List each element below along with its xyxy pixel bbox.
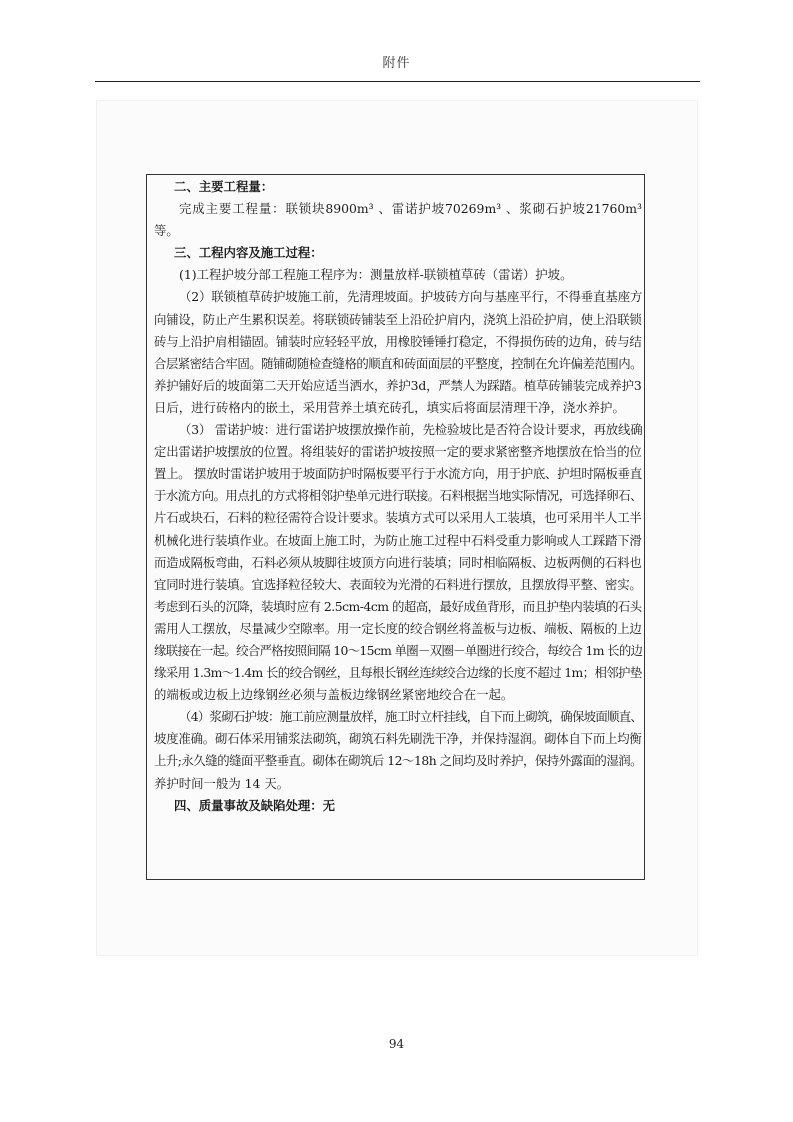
text-line: 片石或块石，石料的粒径需符合设计要求。装填方式可以采用人工装填，也可采用半人工半 [154,510,642,526]
text-line: 养护铺好后的坡面第二天开始应适当洒水，养护3d，严禁人为踩踏。植草砖铺装完成养护3 [154,377,642,393]
section-3-heading: 三、工程内容及施工过程： [174,245,323,261]
item-3-paragraph [154,419,642,706]
document-body [154,176,642,817]
text-line: 日后，进行砖格内的嵌土，采用营养土填充砖孔，填实后将面层清理干净，浇水养护。 [154,399,625,415]
text-line: 向铺设，防止产生累积误差。将联锁砖铺装至上沿砼护肩内，浇筑上沿砼护肩，使上沿联锁 [154,311,642,327]
text-line: 坡度准确。砌石体采用铺浆法砌筑，砌筑石料先刷洗干净，并保持湿润。砌体自下而上均衡 [154,731,642,747]
text-line: 宜同时进行装填。宜选择粒径较大、表面较为光滑的石料进行摆放，且摆放得平整、密实。 [154,576,642,592]
header-divider [95,81,700,82]
item-2-paragraph [154,286,642,419]
text-line: 需用人工摆放，尽量减少空隙率。用一定长度的绞合钢丝将盖板与边板、端板、隔板的上边 [154,620,642,636]
text-line: （2）联锁植草砖护坡施工前，先清理坡面。护坡砖方向与基座平行，不得垂直基座方 [179,289,643,305]
text-line: 而造成隔板弯曲，石料必须从坡脚往坡顶方向进行装填；同时相临隔板、边板两侧的石料也 [154,554,642,570]
section-2-heading: 二、主要工程量： [174,179,274,194]
section-4-heading: 四、质量事故及缺陷处理：无 [174,797,336,813]
text-line: （3） 雷诺护坡：进行雷诺护坡摆放操作前，先检验坡比是否符合设计要求，再放线确 [179,422,643,438]
text-line: 的端板或边板上边缘钢丝必须与盖板边缘钢丝紧密地绞合在一起。 [154,687,514,703]
page-header-title: 附件 [382,56,411,71]
page-number: 94 [388,1037,405,1051]
text-line: 缘联接在一起。绞合严格按照间隔 10～15cm 单圈－双圈－单圈进行绞合，每绞合 1m 长的边 [154,642,643,658]
text-line: 置上。 摆放时雷诺护坡用于坡面防护时隔板要平行于水流方向，用于护底、护坦时隔板垂直 [154,466,642,482]
text-line: 缘采用 1.3m～1.4m 长的绞合钢丝，且每根长钢丝连续绞合边缘的长度不超过 1m；相邻护垫 [154,665,642,681]
text-line: 合层紧密结合牢固。随铺砌随检查缝格的顺直和砖面面层的平整度，控制在允许偏差范围内。 [154,355,643,371]
text-line: 上升;永久缝的缝面平整垂直。砌体在砌筑后 12～18h 之间均及时养护，保持外露面的湿润。 [154,753,643,769]
text-line: 砖与上沿护肩相锚固。铺装时应轻轻平放，用橡胶锤锤打稳定，不得损伤砖的边角，砖与结 [154,333,642,349]
item-1-paragraph: (1)工程护坡分部工程施工程序为：测量放样-联锁植草砖（雷诺）护坡。 [179,267,573,283]
text-line: 定出雷诺护坡摆放的位置。将组装好的雷诺护坡按照一定的要求紧密整齐地摆放在恰当的位 [154,444,642,460]
text-line: （4）浆砌石护坡：施工前应测量放样，施工时立杆挂线，自下而上砌筑，确保坡面顺直、 [179,709,643,725]
text-line: 养护时间一般为 14 天。 [154,775,290,791]
text-line: 于水流方向。用点扎的方式将相邻护垫单元进行联接。石料根据当地实际情况，可选择卵石、 [154,488,643,504]
text-line: 考虑到石头的沉降，装填时应有 2.5cm-4cm 的超高，最好成鱼背形，而且护垫内装填的石头 [154,598,642,614]
item-4-paragraph [154,706,642,794]
text-line: 机械化进行装填作业。在坡面上施工时，为防止施工过程中石料受重力影响或人工踩踏下滑 [154,532,642,548]
section-2-body: 完成主要工程量：联锁块8900m³ 、雷诺护坡70269m³ 、浆砌石护坡21760m³ 等。 [154,201,642,239]
